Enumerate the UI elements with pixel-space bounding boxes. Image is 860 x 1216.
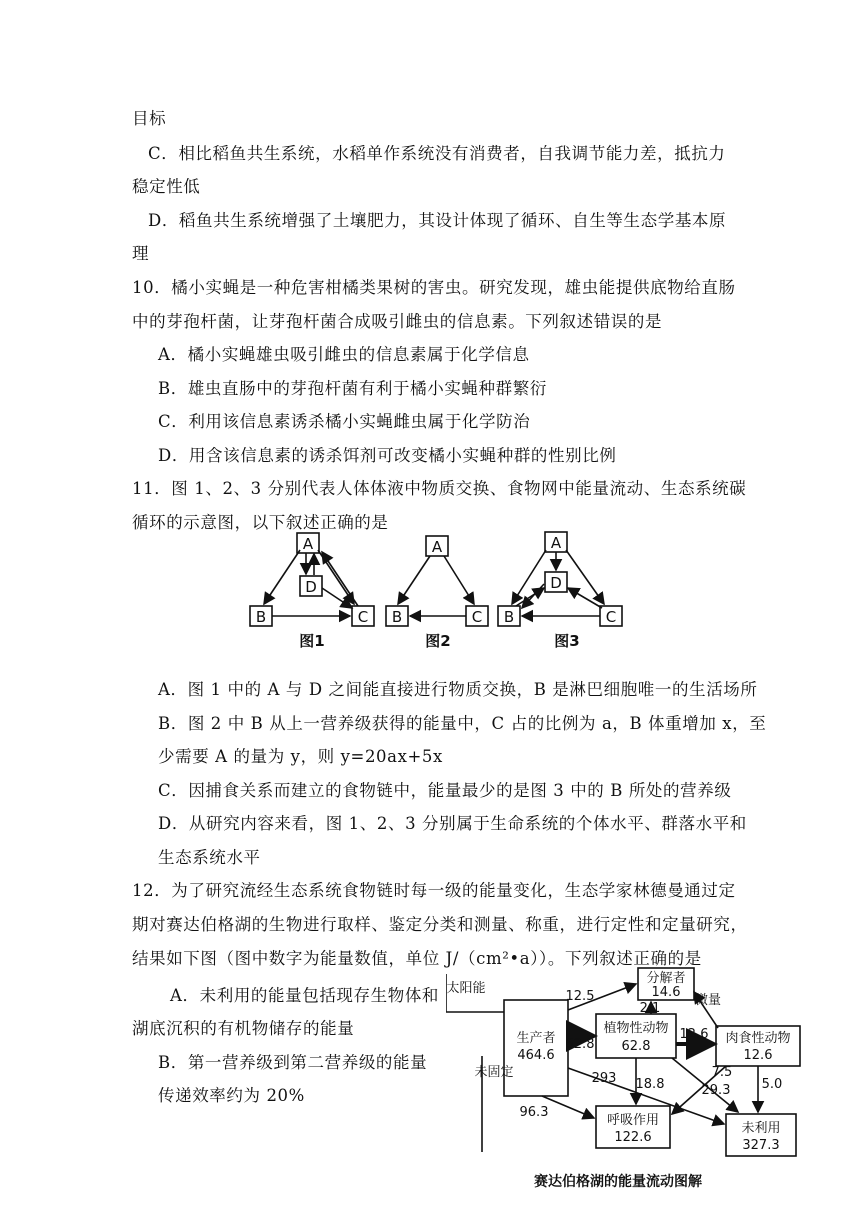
q11-option-b: B．图 2 中 B 从上一营养级获得的能量中，C 占的比例为 a，B 体重增加 x，至 xyxy=(158,714,767,733)
flow-value: 293 xyxy=(591,1071,617,1086)
figures-1-2-3 xyxy=(240,528,640,652)
text-line: 少需要 A 的量为 y，则 y=20ax+5x xyxy=(158,747,443,766)
node-label: A xyxy=(431,538,443,556)
respiration-label: 呼吸作用 xyxy=(606,1113,660,1128)
flow-value: 7.5 xyxy=(711,1065,733,1080)
q12-option-b: B．第一营养级到第二营养级的能量 xyxy=(158,1053,428,1072)
unused-label: 未利用 xyxy=(741,1121,781,1136)
q10-option-c: C．利用该信息素诱杀橘小实蝇雌虫属于化学防治 xyxy=(158,412,531,431)
option-d-line: D．稻鱼共生系统增强了土壤肥力，其设计体现了循环、自生等生态学基本原 xyxy=(148,211,727,230)
q10-option-d: D．用含该信息素的诱杀饵剂可改变橘小实蝇种群的性别比例 xyxy=(158,446,617,465)
carnivore-value: 12.6 xyxy=(743,1048,773,1063)
text-line: 循环的示意图，以下叙述正确的是 xyxy=(132,513,389,532)
herbivore-value: 62.8 xyxy=(621,1039,651,1054)
text-line: 生态系统水平 xyxy=(158,848,261,867)
text-line: 期对赛达伯格湖的生物进行取样、鉴定分类和测量、称重，进行定性和定量研究， xyxy=(132,915,748,934)
q11-option-c: C．因捕食关系而建立的食物链中，能量最少的是图 3 中的 B 所处的营养级 xyxy=(158,781,732,800)
respiration-value: 122.6 xyxy=(614,1130,652,1145)
text-line: 中的芽孢杆菌，让芽孢杆菌合成吸引雌虫的信息素。下列叙述错误的是 xyxy=(132,312,663,331)
flow-value: 2.1 xyxy=(639,1001,661,1016)
node-label: C xyxy=(605,608,617,626)
flow-value: 18.8 xyxy=(635,1077,665,1092)
q11-option-a: A．图 1 中的 A 与 D 之间能直接进行物质交换，B 是淋巴细胞唯一的生活场所 xyxy=(158,680,758,699)
question-10: 10．橘小实蝇是一种危害柑橘类果树的害虫。研究发现，雄虫能提供底物给直肠 xyxy=(132,278,736,297)
diagram-caption: 赛达伯格湖的能量流动图解 xyxy=(534,1174,702,1190)
text-line: 传递效率约为 20% xyxy=(158,1086,305,1105)
node-label: D xyxy=(550,574,562,592)
fig-2-label: 图2 xyxy=(425,632,451,650)
unused-value: 327.3 xyxy=(742,1138,780,1153)
text-line: 目标 xyxy=(132,109,167,128)
flow-value: 29.3 xyxy=(701,1083,731,1098)
node-label: B xyxy=(391,608,403,626)
fig-3-label: 图3 xyxy=(554,632,580,650)
sun-label: 太阳能 xyxy=(446,981,486,996)
producer-value: 464.6 xyxy=(517,1048,555,1063)
fig-1-label: 图1 xyxy=(299,632,325,650)
text-line: 湖底沉积的有机物储存的能量 xyxy=(132,1019,355,1038)
flow-value: 12.6 xyxy=(679,1027,709,1042)
text-line: 结果如下图（图中数字为能量数值，单位 J/（cm²•a））。下列叙述正确的是 xyxy=(132,949,702,968)
node-label: C xyxy=(357,608,369,626)
flow-value: 96.3 xyxy=(519,1105,549,1120)
unfixed-label: 未固定 xyxy=(474,1065,514,1080)
flow-value: 12.5 xyxy=(565,989,595,1004)
q12-option-a: A．未利用的能量包括现存生物体和 xyxy=(170,986,440,1005)
node-label: A xyxy=(302,535,314,553)
node-label: A xyxy=(550,534,562,552)
flow-value: 62.8 xyxy=(565,1037,595,1052)
q10-option-a: A．橘小实蝇雄虫吸引雌虫的信息素属于化学信息 xyxy=(158,345,530,364)
flow-value: 5.0 xyxy=(761,1077,783,1092)
option-c-line: C．相比稻鱼共生系统，水稻单作系统没有消费者，自我调节能力差，抵抗力 xyxy=(148,144,726,163)
decomposer-value: 14.6 xyxy=(651,985,681,1000)
energy-flow-diagram xyxy=(446,964,806,1194)
trace-label: 微量 xyxy=(694,993,722,1008)
node-label: C xyxy=(471,608,483,626)
q11-option-d: D．从研究内容来看，图 1、2、3 分别属于生命系统的个体水平、群落水平和 xyxy=(158,814,747,833)
herbivore-label: 植物性动物 xyxy=(603,1021,669,1036)
q10-option-b: B．雄虫直肠中的芽孢杆菌有利于橘小实蝇种群繁衍 xyxy=(158,379,547,398)
node-label: B xyxy=(503,608,515,626)
question-11: 11．图 1、2、3 分别代表人体体液中物质交换、食物网中能量流动、生态系统碳 xyxy=(132,479,747,498)
decomposer-label: 分解者 xyxy=(646,971,686,986)
node-label: D xyxy=(305,578,317,596)
producer-label: 生产者 xyxy=(516,1031,556,1046)
text-line: 理 xyxy=(132,244,150,263)
text-line: 稳定性低 xyxy=(132,177,201,196)
node-label: B xyxy=(255,608,267,626)
carnivore-label: 肉食性动物 xyxy=(725,1031,791,1046)
question-12: 12．为了研究流经生态系统食物链时每一级的能量变化，生态学家林德曼通过定 xyxy=(132,881,736,900)
